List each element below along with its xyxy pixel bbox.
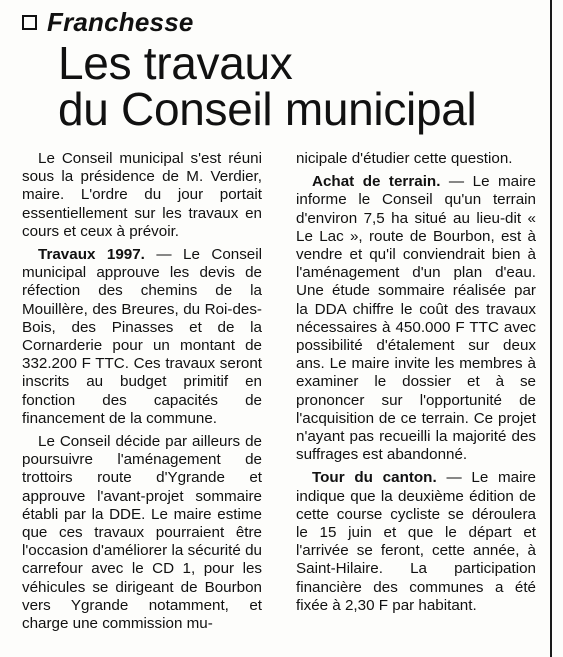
paragraph-lead: Achat de terrain. <box>312 173 441 191</box>
paragraph-text: Le Conseil décide par ailleurs de poursuivre l'aménagement de trottoirs route d'Ygrande et approuve l'avant-projet sommaire établi par la DDE. Le maire estime que ces travaux pourraient être l'occasion d'améliorer la sécurité du carrefour avec le CD 1, pour les véhicules se dirigeant de Bourbon vers Ygrande notamment, et charge une commission mu- <box>22 433 262 633</box>
paragraph-text: nicipale d'étudier cette question. <box>296 150 513 167</box>
paragraph <box>22 150 262 241</box>
paragraph <box>22 246 262 428</box>
paragraph-lead: Tour du canton. <box>312 469 437 487</box>
headline <box>58 37 538 135</box>
paragraph <box>296 173 536 464</box>
square-bullet-icon <box>22 15 37 30</box>
kicker-text: Franchesse <box>47 6 194 37</box>
paragraph-text: — Le maire indique que la deuxième édition de cette course cycliste se déroulera le 15 juin et que le départ et l'arrivée se feront, cette année, à Saint-Hilaire. La participation financière des communes a été fixée à 2,30 F par habitant. <box>296 469 537 614</box>
paragraph-text: Le Conseil municipal s'est réuni sous la présidence de M. Verdier, maire. L'ordre du jour portait essentiellement sur les travaux en cours et ceux à prévoir. <box>22 150 262 240</box>
headline-line-1: Les travaux <box>58 37 293 89</box>
paragraph <box>296 150 536 168</box>
paragraph <box>22 433 262 633</box>
paragraph <box>296 469 536 615</box>
headline-line-2: du Conseil municipal <box>58 83 477 135</box>
paragraph-text: — Le maire informe le Conseil qu'un terrain d'environ 7,5 ha situé au lieu-dit « Le Lac », route de Bourbon, est à vendre et qu'il conviendrait bien à l'aménagement d'un plan d'eau. Une étude sommaire réalisée par la DDA chiffre le coût des travaux nécessaires à 450.000 F TTC avec possibilité d'étalement sur deux ans. Le maire invite les membres à examiner le dossier et à se prononcer sur l'opportunité de l'acquisition de ce terrain. Ce projet n'ayant pas recueilli la majorité des suffrages est abandonné. <box>296 173 536 464</box>
kicker <box>22 8 194 36</box>
paragraph-text: — Le Conseil municipal approuve les devis de réfection des chemins de la Mouillère, des Breures, du Roi-des-Bois, des Pinasses et de la Cornarderie pour un montant de 332.200 F TTC. Ces travaux seront inscrits au budget primitif en fonction des capacités de financement de la commune. <box>22 246 263 427</box>
paragraph-lead: Travaux 1997. <box>38 246 145 264</box>
article-column-2 <box>296 150 536 620</box>
column-rule <box>550 0 552 657</box>
article-column-1 <box>22 150 262 638</box>
